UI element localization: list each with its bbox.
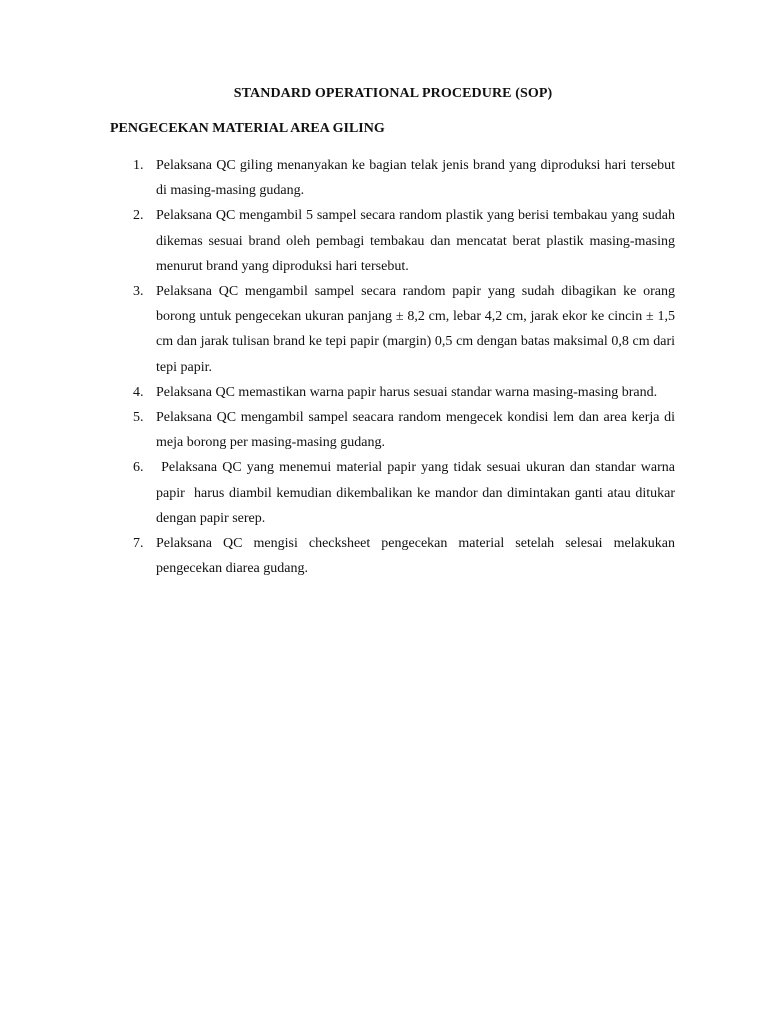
step-text: Pelaksana QC mengambil 5 sampel secara random plastik yang berisi tembakau yang sudah dikemas sesuai brand oleh pembagi tembakau dan mencatat berat plastik masing-masing menurut brand yang diproduksi hari tersebut. bbox=[156, 208, 679, 274]
document-title: STANDARD OPERATIONAL PROCEDURE (SOP) bbox=[233, 86, 553, 101]
step-text: Pelaksana QC mengambil sampel secara random papir yang sudah dibagikan ke orang borong untuk pengecekan ukuran panjang ± 8,2 cm, lebar 4,2 cm, jarak ekor ke cincin ± 1,5 cm dan jarak tulisan brand ke tepi papir (margin) 0,5 cm dengan batas maksimal 0,8 cm dari tepi papir. bbox=[156, 284, 679, 375]
step-text: Pelaksana QC mengambil sampel seacara random mengecek kondisi lem dan area kerja di meja borong per masing-masing gudang. bbox=[156, 410, 679, 451]
procedure-step-2 bbox=[0, 203, 768, 279]
procedure-steps-list bbox=[0, 153, 768, 581]
step-text: Pelaksana QC mengisi checksheet pengecekan material setelah selesai melakukan pengecekan diarea gudang. bbox=[156, 536, 679, 577]
step-text: Pelaksana QC yang menemui material papir yang tidak sesuai ukuran dan standar warna papir harus diambil kemudian dikembalikan ke mandor dan dimintakan ganti atau ditukar dengan papir serep. bbox=[156, 460, 679, 526]
step-number: 2. bbox=[133, 208, 144, 224]
step-text: Pelaksana QC memastikan warna papir harus sesuai standar warna masing-masing brand. bbox=[156, 384, 658, 400]
procedure-step-1 bbox=[0, 153, 768, 203]
step-number: 7. bbox=[133, 536, 144, 552]
step-number: 1. bbox=[133, 158, 144, 173]
step-number: 5. bbox=[133, 410, 144, 426]
procedure-step-5 bbox=[0, 405, 768, 455]
procedure-step-3 bbox=[0, 279, 768, 380]
step-text: Pelaksana QC giling menanyakan ke bagian telak jenis brand yang diproduksi hari tersebut di masing-masing gudang. bbox=[156, 158, 679, 199]
procedure-step-6 bbox=[0, 455, 768, 531]
section-heading: PENGECEKAN MATERIAL AREA GILING bbox=[110, 121, 385, 136]
step-number: 6. bbox=[133, 460, 144, 476]
step-number: 3. bbox=[133, 284, 144, 300]
step-number: 4. bbox=[133, 384, 144, 400]
procedure-step-7 bbox=[0, 531, 768, 581]
procedure-step-4 bbox=[0, 380, 768, 405]
